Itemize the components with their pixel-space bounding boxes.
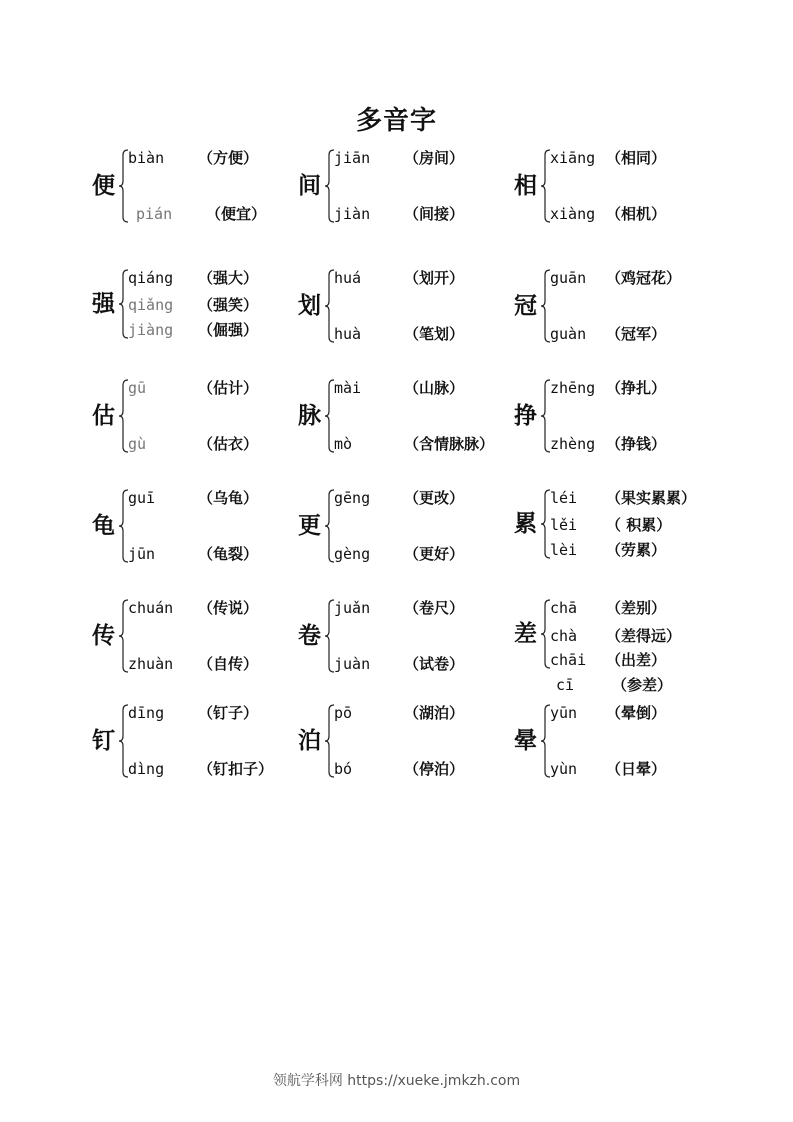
example-word: （挣扎） [606,379,667,397]
polyphonic-char: 脉 [298,403,321,429]
reading-line [334,268,464,288]
reading-line [550,540,666,560]
footer-watermark: 领航学科网 https://xueke.jmkzh.com [272,1073,521,1089]
reading-line [334,434,494,454]
entry-8 [514,378,744,488]
example-word: （差别） [606,599,667,617]
polyphonic-char: 划 [298,293,321,319]
reading-line [550,703,666,723]
pinyin: mài [334,379,362,397]
reading-line [128,268,258,288]
reading-line [334,544,464,564]
example-word: （划开） [404,269,465,287]
polyphonic-char: 便 [92,173,115,199]
reading-line [128,378,258,398]
reading-line [550,488,696,508]
example-word: （日晕） [606,760,667,778]
pinyin: chà [550,627,578,645]
polyphonic-char: 间 [298,173,321,199]
reading-line [334,324,464,344]
reading-line [128,434,258,454]
entry-7 [298,378,528,488]
pinyin: lěi [550,516,578,534]
example-word: （差得远） [606,627,682,645]
reading-line [550,204,666,224]
pinyin: huá [334,269,362,287]
entry-10 [298,488,528,598]
reading-line [550,650,666,670]
pinyin: xiāng [550,149,596,167]
example-word: （劳累） [606,541,667,559]
reading-line [550,434,666,454]
polyphonic-char: 相 [514,173,537,199]
page-title: 多音字 [355,106,437,136]
reading-line [128,654,258,674]
pinyin: juàn [334,655,371,673]
example-word: （相同） [606,149,667,167]
reading-line [550,324,666,344]
example-word: （乌龟） [198,489,259,507]
pinyin: jiān [334,149,371,167]
pinyin: chā [550,599,578,617]
example-word: （鸡冠花） [606,269,682,287]
reading-line [334,598,464,618]
reading-line [128,703,258,723]
example-word: （挣钱） [606,435,667,453]
entry-11 [514,488,744,598]
polyphonic-char: 累 [514,511,537,537]
reading-line [550,598,666,618]
example-word: （强笑） [198,296,259,314]
entry-15 [92,703,322,813]
reading-line [128,544,258,564]
example-word: （龟裂） [198,545,259,563]
pinyin: guī [128,489,156,507]
pinyin: dīng [128,704,165,722]
example-word: （参差） [612,676,673,694]
example-word: （便宜） [206,205,267,223]
reading-line [334,378,464,398]
pinyin: biàn [128,149,165,167]
reading-line [550,268,681,288]
reading-line [550,148,666,168]
example-word: （房间） [404,149,465,167]
reading-line [556,675,672,695]
entry-5 [514,268,744,378]
polyphonic-char: 估 [92,403,115,429]
example-word: （估计） [198,379,259,397]
pinyin: qiǎng [128,296,174,314]
example-word: （强大） [198,269,259,287]
reading-line [550,515,671,535]
example-word: （笔划） [404,325,465,343]
reading-line [128,320,258,340]
polyphonic-char: 更 [298,513,321,539]
pinyin: chāi [550,651,587,669]
example-word: （果实累累） [606,489,697,507]
polyphonic-char: 钉 [92,728,115,754]
pinyin: gù [128,435,147,453]
example-word: （含情脉脉） [404,435,495,453]
pinyin: chuán [128,599,174,617]
reading-line [128,488,258,508]
example-word: （相机） [606,205,667,223]
reading-line [550,626,681,646]
example-word: （钉扣子） [198,760,274,778]
pinyin: yūn [550,704,578,722]
pinyin: yùn [550,760,578,778]
pinyin: huà [334,325,362,343]
pinyin: mò [334,435,353,453]
pinyin: pō [334,704,353,722]
example-word: （自传） [198,655,259,673]
polyphonic-char: 差 [514,621,537,647]
example-word: （更好） [404,545,465,563]
reading-line [334,204,464,224]
example-word: （倔强） [198,321,259,339]
pinyin: jūn [128,545,156,563]
example-word: （间接） [404,205,465,223]
pinyin: zhuàn [128,655,174,673]
pinyin: léi [550,489,578,507]
entry-16 [298,703,528,813]
pinyin: zhèng [550,435,596,453]
pinyin: jiàn [334,205,371,223]
pinyin: bó [334,760,353,778]
entry-9 [92,488,322,598]
polyphonic-char: 龟 [92,513,115,539]
example-word: （钉子） [198,704,259,722]
reading-line [128,295,258,315]
pinyin: cī [556,676,575,694]
example-word: （估衣） [198,435,259,453]
example-word: （卷尺） [404,599,465,617]
reading-line [334,148,464,168]
pinyin: gēng [334,489,371,507]
entry-4 [298,268,528,378]
pinyin: qiáng [128,269,174,287]
entry-13 [298,598,528,708]
polyphonic-char: 传 [92,623,115,649]
polyphonic-char: 晕 [514,728,537,754]
example-word: （山脉） [404,379,465,397]
example-word: （停泊） [404,760,465,778]
example-word: （方便） [198,149,259,167]
pinyin: dìng [128,760,165,778]
polyphonic-char: 卷 [298,623,321,649]
entry-1 [298,148,528,258]
entry-2 [514,148,744,258]
polyphonic-char: 冠 [514,293,537,319]
example-word: （更改） [404,489,465,507]
entry-14 [514,598,744,708]
entry-6 [92,378,322,488]
reading-line [334,703,464,723]
pinyin: juǎn [334,599,371,617]
reading-line [136,204,266,224]
reading-line [550,759,666,779]
reading-line [128,148,258,168]
pinyin: gū [128,379,147,397]
pinyin: pián [136,205,173,223]
reading-line [128,759,273,779]
polyphonic-char: 泊 [298,728,321,754]
reading-line [550,378,666,398]
example-word: （ 积累） [606,516,672,534]
reading-line [334,759,464,779]
example-word: （传说） [198,599,259,617]
reading-line [128,598,258,618]
example-word: （冠军） [606,325,667,343]
pinyin: gèng [334,545,371,563]
example-word: （试卷） [404,655,465,673]
entry-12 [92,598,322,708]
reading-line [334,488,464,508]
example-word: （出差） [606,651,667,669]
pinyin: zhēng [550,379,596,397]
pinyin: guān [550,269,587,287]
pinyin: guàn [550,325,587,343]
entry-3 [92,268,322,378]
pinyin: xiàng [550,205,596,223]
polyphonic-char: 挣 [514,403,537,429]
entry-0 [92,148,322,258]
example-word: （晕倒） [606,704,667,722]
pinyin: jiàng [128,321,174,339]
entry-17 [514,703,744,813]
example-word: （湖泊） [404,704,465,722]
polyphonic-char: 强 [92,291,115,317]
pinyin: lèi [550,541,578,559]
reading-line [334,654,464,674]
